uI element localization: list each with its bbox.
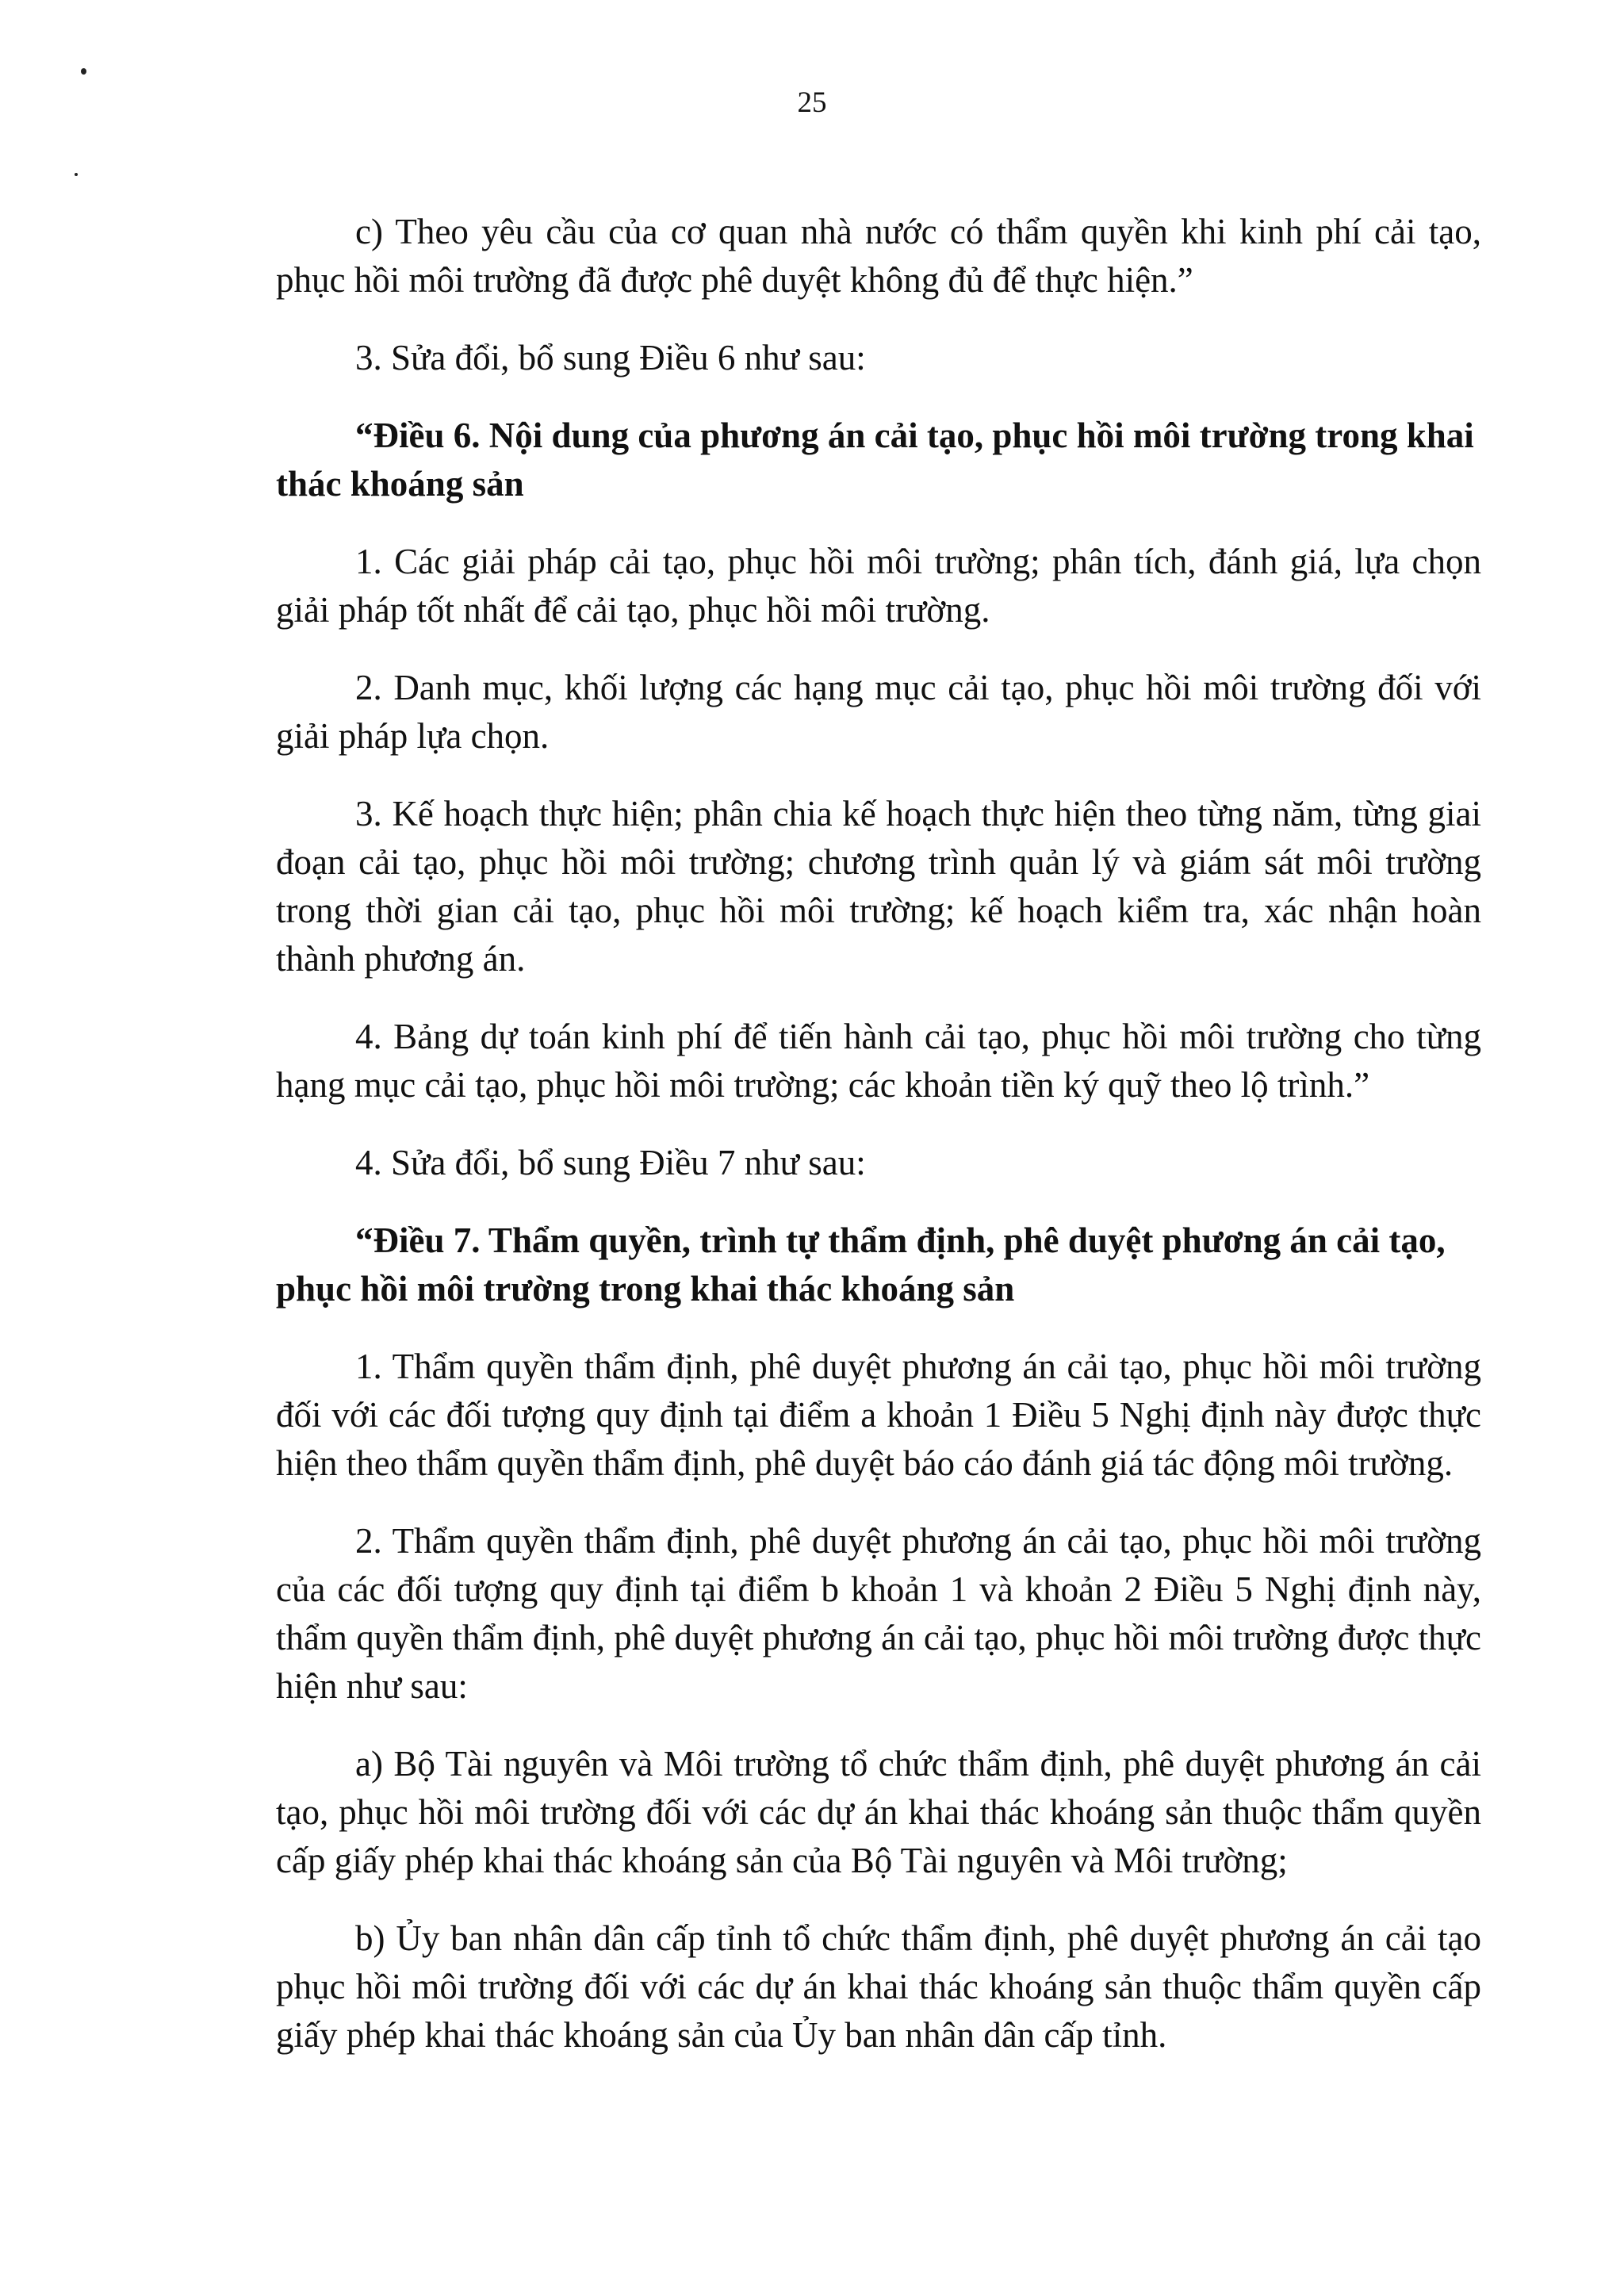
paragraph-article-6-item-3: 3. Kế hoạch thực hiện; phân chia kế hoạch thực hiện theo từng năm, từng giai đoạn cải tạo, phục hồi môi trường; chương trình quản lý và giám sát môi trường trong thời gian cải tạo, phục hồi môi trường; kế hoạch kiểm tra, xác nhận hoàn thành phương án. — [276, 794, 1481, 979]
scan-speck-lower — [75, 173, 78, 176]
page-number: 25 — [797, 86, 827, 119]
heading-article-6: “Điều 6. Nội dung của phương án cải tạo, phục hồi môi trường trong khai thác khoáng sản — [276, 416, 1474, 504]
document-body — [276, 208, 1481, 2089]
paragraph-article-7-item-2a: a) Bộ Tài nguyên và Môi trường tổ chức thẩm định, phê duyệt phương án cải tạo, phục hồi môi trường đối với các dự án khai thác khoáng sản thuộc thẩm quyền cấp giấy phép khai thác khoáng sản của Bộ Tài nguyên và Môi trường; — [276, 1744, 1481, 1880]
heading-article-7: “Điều 7. Thẩm quyền, trình tự thẩm định, phê duyệt phương án cải tạo, phục hồi môi trường trong khai thác khoáng sản — [276, 1220, 1446, 1309]
paragraph-article-7-item-2: 2. Thẩm quyền thẩm định, phê duyệt phương án cải tạo, phục hồi môi trường của các đối tượng quy định tại điểm b khoản 1 và khoản 2 Điều 5 Nghị định này, thẩm quyền thẩm định, phê duyệt phương án cải tạo, phục hồi môi trường được thực hiện như sau: — [276, 1521, 1481, 1706]
paragraph-article-6-item-4: 4. Bảng dự toán kinh phí để tiến hành cải tạo, phục hồi môi trường cho từng hạng mục cải tạo, phục hồi môi trường; các khoản tiền ký quỹ theo lộ trình.” — [276, 1017, 1481, 1105]
paragraph-amend-article-6: 3. Sửa đổi, bổ sung Điều 6 như sau: — [355, 338, 866, 377]
paragraph-article-6-item-2: 2. Danh mục, khối lượng các hạng mục cải tạo, phục hồi môi trường đối với giải pháp lựa chọn. — [276, 668, 1481, 756]
paragraph-article-7-item-1: 1. Thẩm quyền thẩm định, phê duyệt phương án cải tạo, phục hồi môi trường đối với các đối tượng quy định tại điểm a khoản 1 Điều 5 Nghị định này được thực hiện theo thẩm quyền thẩm định, phê duyệt báo cáo đánh giá tác động môi trường. — [276, 1347, 1481, 1483]
paragraph-article-7-item-2b: b) Ủy ban nhân dân cấp tỉnh tổ chức thẩm định, phê duyệt phương án cải tạo phục hồi môi trường đối với các dự án khai thác khoáng sản thuộc thẩm quyền cấp giấy phép khai thác khoáng sản của Ủy ban nhân dân cấp tỉnh. — [276, 1918, 1481, 2055]
paragraph-amend-article-7: 4. Sửa đổi, bổ sung Điều 7 như sau: — [355, 1143, 866, 1182]
paragraph-article-6-item-1: 1. Các giải pháp cải tạo, phục hồi môi trường; phân tích, đánh giá, lựa chọn giải pháp tốt nhất để cải tạo, phục hồi môi trường. — [276, 542, 1481, 630]
paragraph-c-funding: c) Theo yêu cầu của cơ quan nhà nước có thẩm quyền khi kinh phí cải tạo, phục hồi môi trường đã được phê duyệt không đủ để thực hiện.” — [276, 212, 1481, 300]
scan-speck-top — [81, 68, 86, 75]
